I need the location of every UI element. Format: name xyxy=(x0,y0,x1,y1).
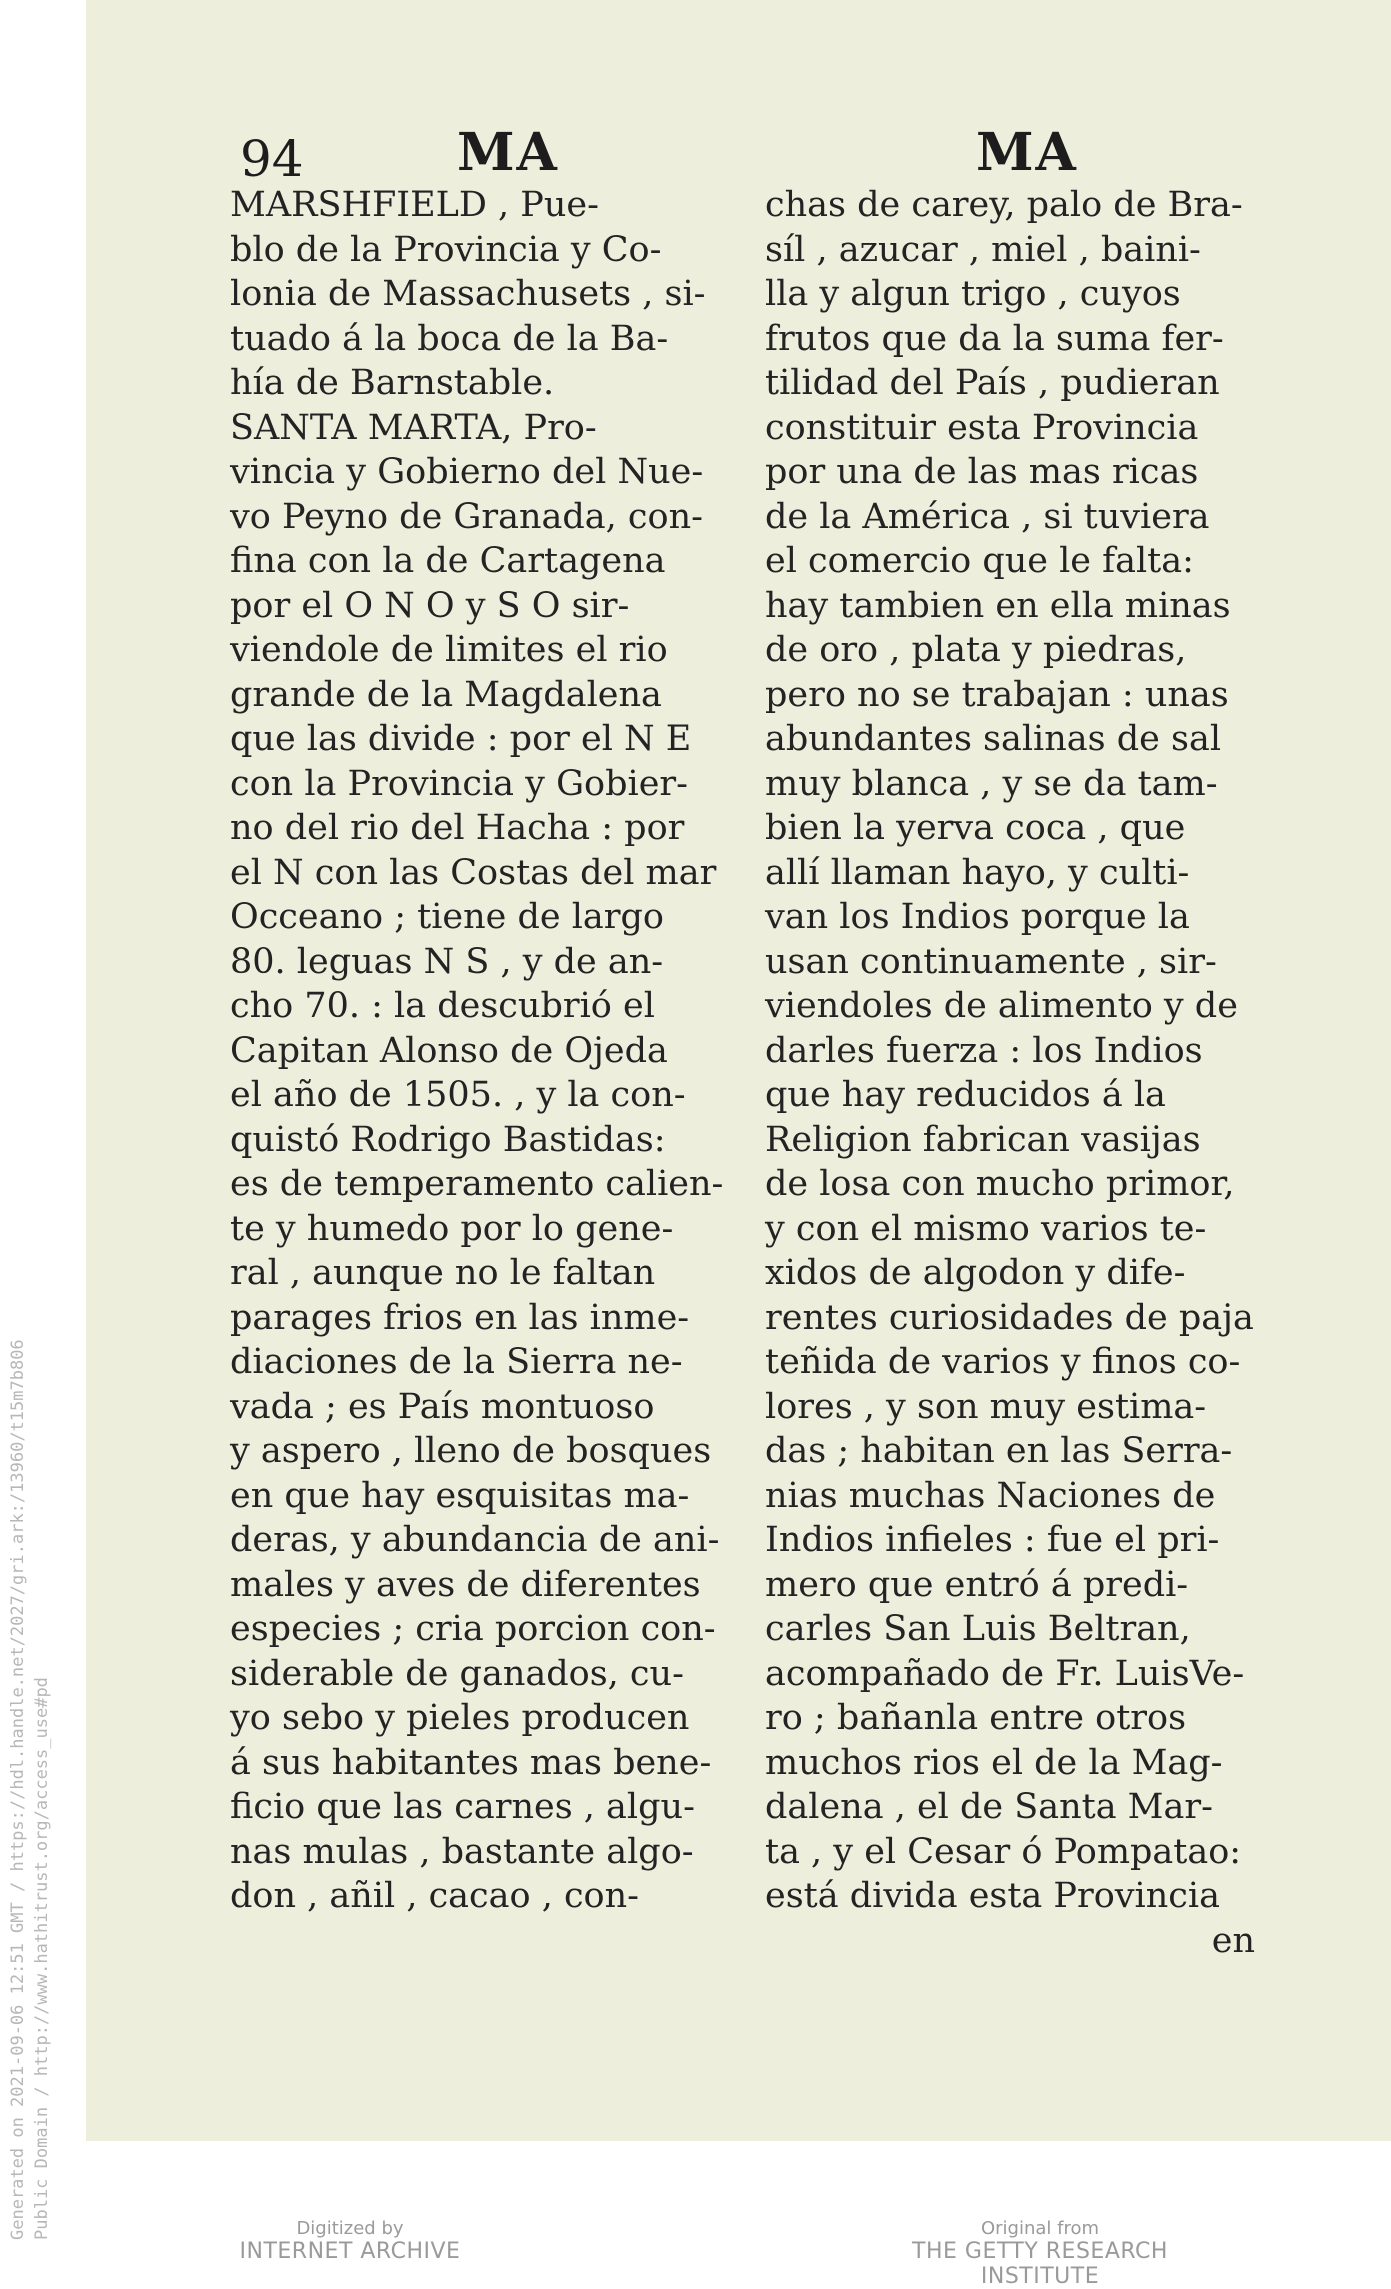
text-line: en que hay esquisitas ma- xyxy=(230,1475,690,1516)
text-line: lonia de Massachusets , si- xyxy=(230,274,706,314)
text-line: que hay reducidos á la xyxy=(765,1075,1166,1115)
text-line: vada ; es País montuoso xyxy=(230,1386,655,1427)
text-line: Occeano ; tiene de largo xyxy=(230,897,664,937)
text-line: das ; habitan en las Serra- xyxy=(765,1431,1233,1471)
text-line: deras, y abundancia de ani- xyxy=(230,1520,720,1560)
text-line: 80. leguas N S , y de an- xyxy=(230,941,664,982)
text-line: especies ; cria porcion con- xyxy=(230,1609,716,1649)
text-line: abundantes salinas de sal xyxy=(765,719,1222,759)
text-line: rentes curiosidades de paja xyxy=(765,1297,1254,1338)
text-line: de oro , plata y piedras, xyxy=(765,630,1187,670)
text-line: por el O N O y S O sir- xyxy=(230,585,630,626)
right-text-column xyxy=(765,183,1275,1963)
text-line: ficio que las carnes , algu- xyxy=(230,1787,695,1827)
text-line: viendoles de alimento y de xyxy=(765,986,1238,1026)
text-line: lores , y son muy estima- xyxy=(765,1386,1207,1427)
text-line: Indios infieles : fue el pri- xyxy=(765,1520,1220,1560)
text-line: de la América , si tuviera xyxy=(765,496,1210,537)
text-line: usan continuamente , sir- xyxy=(765,941,1217,982)
original-from-label: Original from xyxy=(980,2218,1100,2239)
page-number: 94 xyxy=(240,130,304,188)
text-line: mero que entró á predi- xyxy=(765,1564,1189,1605)
running-header-left: MA xyxy=(457,122,559,183)
left-text-column xyxy=(230,183,730,1919)
text-line: es de temperamento calien- xyxy=(230,1164,724,1204)
text-line: Religion fabrican vasijas xyxy=(765,1119,1201,1160)
text-line: lla y algun trigo , cuyos xyxy=(765,274,1181,314)
text-line: dalena , el de Santa Mar- xyxy=(765,1787,1213,1827)
watermark-license-line: Public Domain / http://www.hathitrust.org/access_use#pd xyxy=(32,1677,52,2240)
text-line: chas de carey, palo de Bra- xyxy=(765,185,1243,225)
text-line: frutos que da la suma fer- xyxy=(765,318,1224,359)
text-line: tuado á la boca de la Ba- xyxy=(230,318,669,359)
text-line: SANTA MARTA, Pro- xyxy=(230,407,597,448)
digitized-by-credit xyxy=(230,2218,470,2264)
text-line: van los Indios porque la xyxy=(765,897,1190,937)
text-line: nias muchas Naciones de xyxy=(765,1475,1216,1516)
text-line: síl , azucar , miel , baini- xyxy=(765,229,1201,270)
text-line: grande de la Magdalena xyxy=(230,674,662,715)
text-line: te y humedo por lo gene- xyxy=(230,1208,674,1249)
text-line: blo de la Provincia y Co- xyxy=(230,229,662,270)
text-line: hay tambien en ella minas xyxy=(765,585,1231,626)
text-line: por una de las mas ricas xyxy=(765,452,1199,492)
text-line: males y aves de diferentes xyxy=(230,1564,701,1605)
text-line: está divida esta Provincia xyxy=(765,1876,1220,1916)
text-line: con la Provincia y Gobier- xyxy=(230,763,688,804)
text-line: el año de 1505. , y la con- xyxy=(230,1075,686,1115)
watermark-generated-line: Generated on 2021-09-06 12:51 GMT / https://hdl.handle.net/2027/gri.ark:/13960/t15m7b806 xyxy=(8,1339,28,2240)
text-line: viendole de limites el rio xyxy=(230,630,668,670)
text-line: xidos de algodon y dife- xyxy=(765,1253,1186,1293)
text-line: ta , y el Cesar ó Pompatao: xyxy=(765,1831,1242,1872)
text-line: tilidad del País , pudieran xyxy=(765,363,1220,403)
text-line: cho 70. : la descubrió el xyxy=(230,986,655,1026)
digitized-by-label: Digitized by xyxy=(296,2218,404,2239)
text-line: teñida de varios y finos co- xyxy=(765,1342,1241,1382)
text-line: el N con las Costas del mar xyxy=(230,852,717,893)
text-line: don , añil , cacao , con- xyxy=(230,1876,639,1916)
running-header-right: MA xyxy=(976,122,1078,183)
text-line: parages frios en las inme- xyxy=(230,1297,690,1338)
text-line: pero no se trabajan : unas xyxy=(765,674,1229,715)
text-line: siderable de ganados, cu- xyxy=(230,1653,684,1694)
text-line: diaciones de la Sierra ne- xyxy=(230,1342,683,1382)
text-line: bien la yerva coca , que xyxy=(765,808,1186,848)
text-line: vo Peyno de Granada, con- xyxy=(230,496,703,537)
catchword: en xyxy=(1211,1920,1255,1961)
text-line: nas mulas , bastante algo- xyxy=(230,1831,694,1872)
original-from-credit xyxy=(850,2218,1230,2289)
text-line: acompañado de Fr. LuisVe- xyxy=(765,1653,1245,1694)
text-line: muchos rios el de la Mag- xyxy=(765,1742,1223,1783)
internet-archive-label: INTERNET ARCHIVE xyxy=(239,2239,461,2264)
text-line: fina con la de Cartagena xyxy=(230,541,666,581)
text-line: darles fuerza : los Indios xyxy=(765,1030,1203,1071)
text-line: á sus habitantes mas bene- xyxy=(230,1742,712,1783)
text-line: Capitan Alonso de Ojeda xyxy=(230,1030,668,1071)
text-line: constituir esta Provincia xyxy=(765,407,1199,448)
text-line: yo sebo y pieles producen xyxy=(230,1698,690,1738)
access-watermark xyxy=(2,1150,72,2250)
text-line: que las divide : por el N E xyxy=(230,719,692,759)
text-line: de losa con mucho primor, xyxy=(765,1164,1235,1204)
text-line: quistó Rodrigo Bastidas: xyxy=(230,1119,666,1160)
text-line: MARSHFIELD , Pue- xyxy=(230,185,599,225)
text-line: ral , aunque no le faltan xyxy=(230,1253,656,1293)
text-line: ro ; bañanla entre otros xyxy=(765,1698,1187,1738)
getty-institute-label: THE GETTY RESEARCH INSTITUTE xyxy=(912,2239,1168,2289)
text-line: no del rio del Hacha : por xyxy=(230,808,685,848)
text-line: allí llaman hayo, y culti- xyxy=(765,852,1190,893)
text-line: muy blanca , y se da tam- xyxy=(765,763,1218,804)
text-line: carles San Luis Beltran, xyxy=(765,1609,1191,1649)
text-line: y con el mismo varios te- xyxy=(765,1208,1207,1249)
text-line: y aspero , lleno de bosques xyxy=(230,1431,712,1471)
text-line: el comercio que le falta: xyxy=(765,541,1194,581)
text-line: vincia y Gobierno del Nue- xyxy=(230,452,704,492)
text-line: hía de Barnstable. xyxy=(230,363,555,403)
